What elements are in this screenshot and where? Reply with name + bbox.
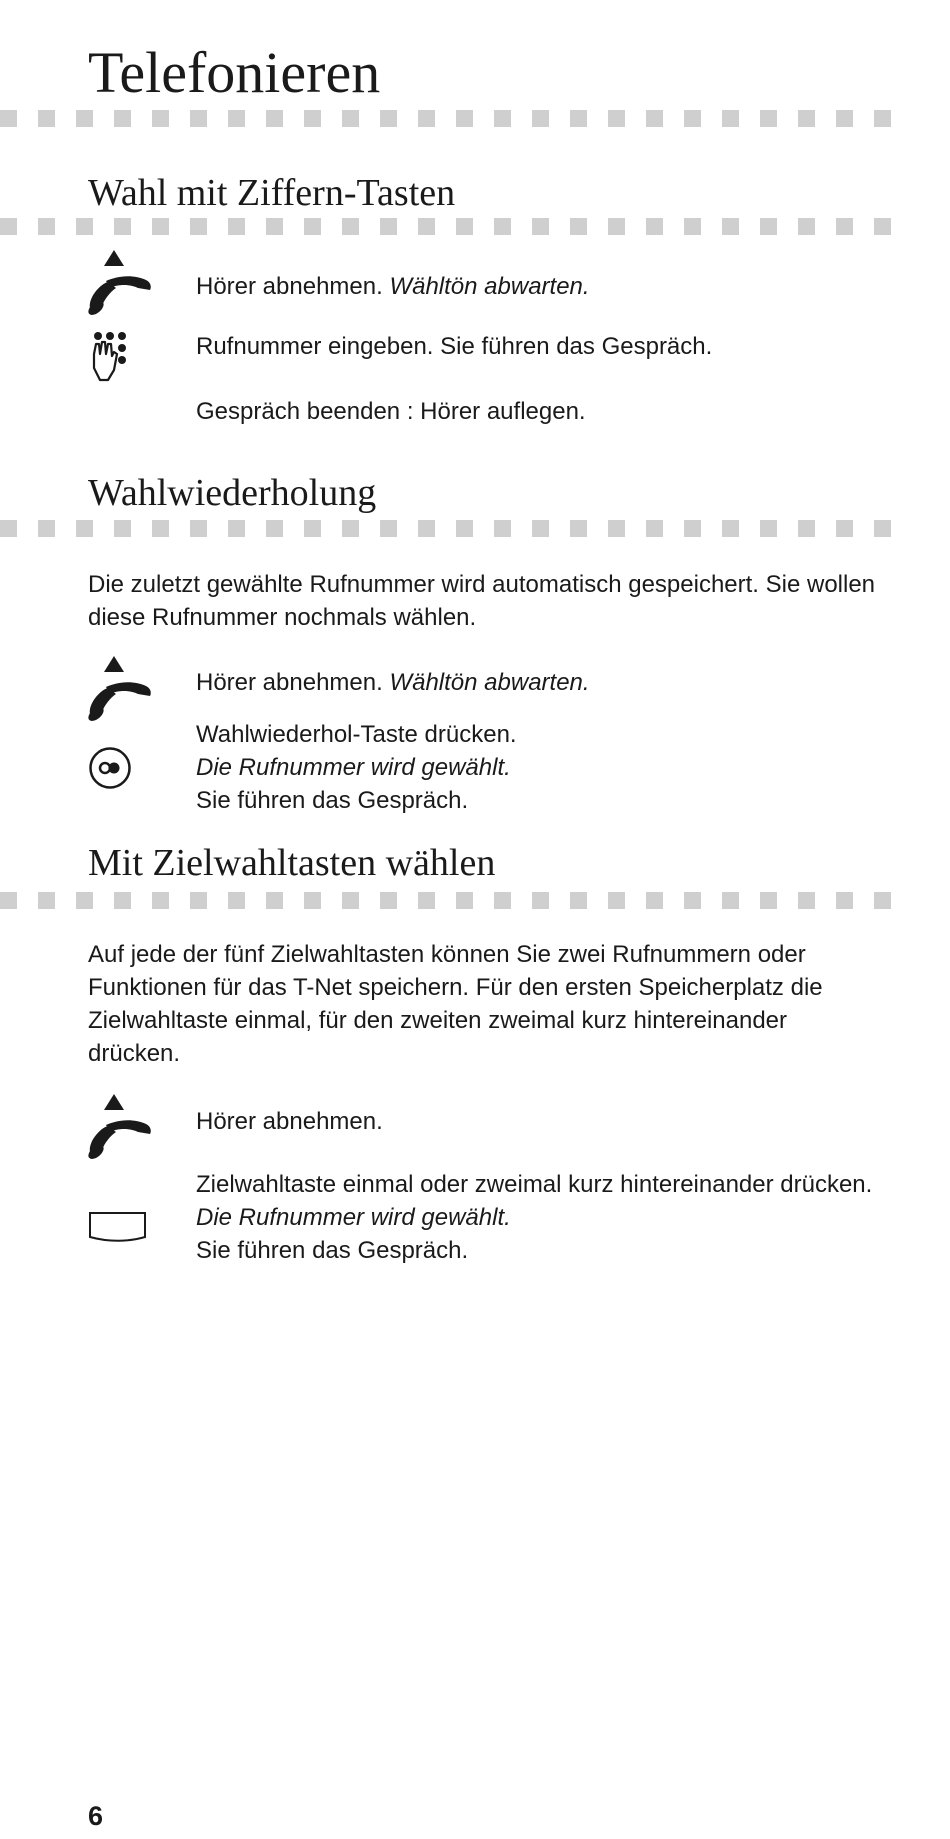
step-end-call: Gespräch beenden : Hörer auflegen. (196, 398, 586, 425)
keypad-finger-icon (86, 328, 146, 393)
speed-dial-intro: Auf jede der fünf Zielwahltasten können Sie zwei Rufnummern oder Funktionen für das T-Net speichern. Für den ersten Speicherplatz die Zielwahltaste einmal, für den zweiten zweimal kurz hintereinander drücken. (88, 941, 823, 1067)
handset-lift-icon (86, 654, 162, 727)
step-press-redial: Wahlwiederhol-Taste drücken. Die Rufnummer wird gewählt. Sie führen das Gespräch. (196, 721, 517, 814)
page-title: Telefonieren (88, 40, 381, 105)
dashed-divider (0, 110, 898, 127)
handset-lift-icon (86, 248, 162, 321)
redial-key-icon (88, 746, 132, 795)
step-lift-handset: Hörer abnehmen. Wähltön abwarten. (196, 669, 590, 696)
dashed-divider (0, 218, 898, 235)
step-enter-number: Rufnummer eingeben. Sie führen das Gespräch. (196, 333, 713, 360)
section-title-dialing: Wahl mit Ziffern-Tasten (88, 172, 456, 214)
section-title-speed-dial: Mit Zielwahltasten wählen (88, 842, 496, 884)
section-title-redial: Wahlwiederholung (88, 472, 377, 514)
dashed-divider (0, 520, 898, 537)
step-lift-handset: Hörer abnehmen. Wähltön abwarten. (196, 273, 590, 300)
page-number: 6 (88, 1801, 104, 1831)
dashed-divider (0, 892, 898, 909)
speed-dial-key-icon (88, 1210, 148, 1249)
redial-intro: Die zuletzt gewählte Rufnummer wird automatisch gespeichert. Sie wollen diese Rufnummer nochmals wählen. (88, 571, 876, 631)
step-press-speed-dial: Zielwahltaste einmal oder zweimal kurz hintereinander drücken. Die Rufnummer wird gewählt. Sie führen das Gespräch. (196, 1171, 873, 1264)
step-lift-handset: Hörer abnehmen. (196, 1108, 383, 1135)
handset-lift-icon (86, 1092, 162, 1165)
